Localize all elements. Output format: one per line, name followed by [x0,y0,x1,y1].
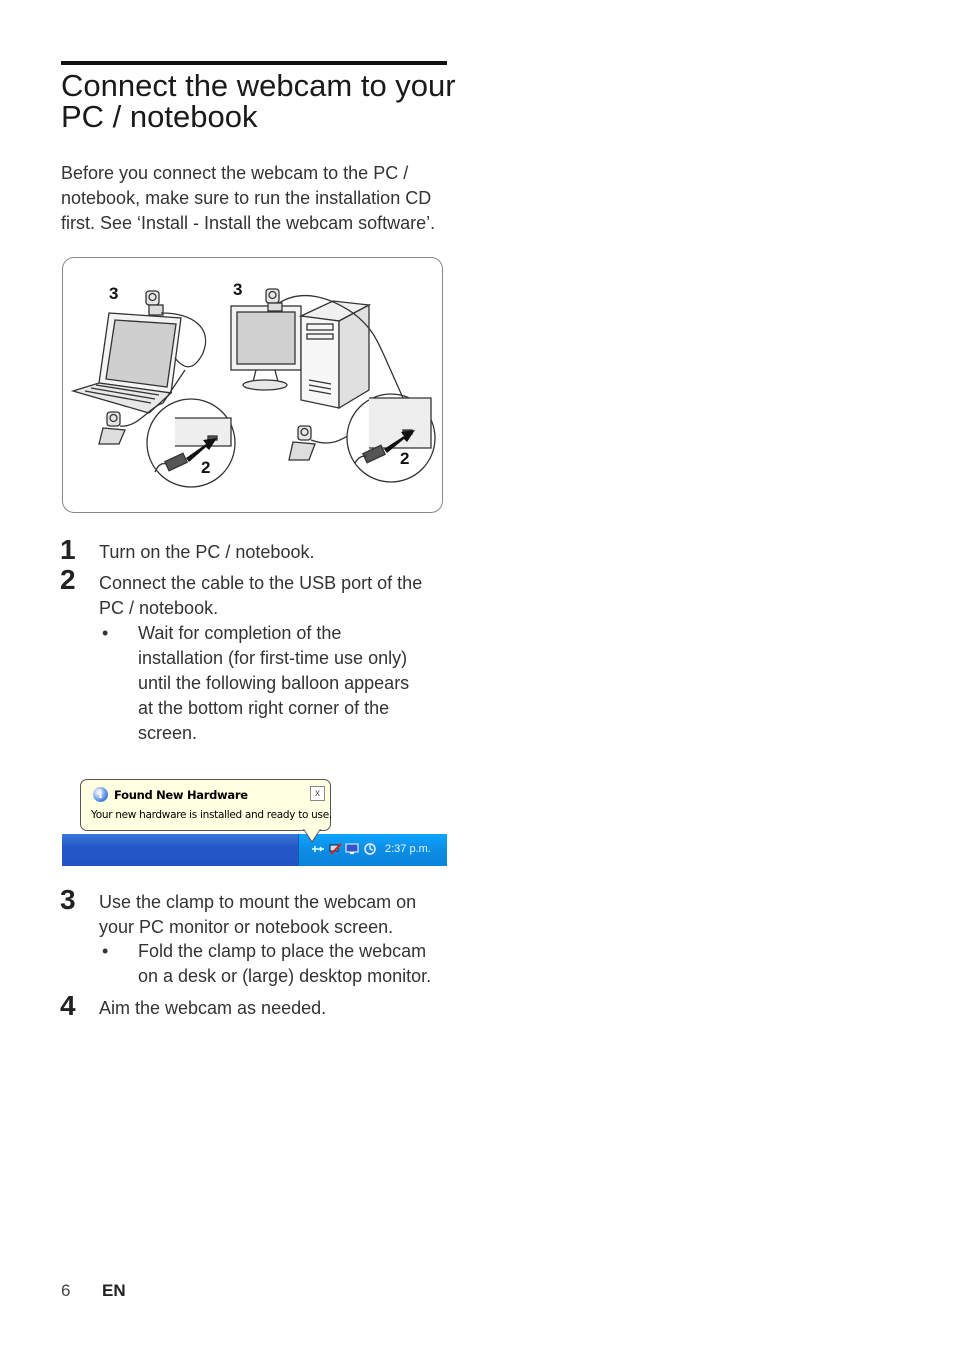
step-line: Use the clamp to mount the webcam on [99,892,417,912]
bullet-line: Fold the clamp to place the webcam [138,941,427,961]
webcam-icon [99,412,125,444]
bullet-line: screen. [138,723,198,743]
intro-line: notebook, make sure to run the installation CD [61,188,432,208]
webcam-icon [289,426,315,460]
bullet-text [138,939,458,989]
info-icon: i [93,787,108,802]
step-line: Aim the webcam as needed. [99,998,327,1018]
bullet-marker: • [102,941,109,961]
bullet-line: until the following balloon appears [138,673,410,693]
connection-illustration [62,257,443,513]
balloon-title: Found New Hardware [114,788,248,802]
step-line: your PC monitor or notebook screen. [99,917,394,937]
bullet-line: Wait for completion of the [138,623,342,643]
figure-label: 2 [400,449,410,468]
monitor-tray-icon[interactable] [345,842,359,856]
step-number: 4 [60,990,76,1021]
webcam-icon [146,291,163,315]
step-text [99,571,454,621]
illustration-drawing [63,258,442,512]
step-line: PC / notebook. [99,598,219,618]
language-code: EN [102,1281,126,1300]
bullet-line: at the bottom right corner of the [138,698,390,718]
intro-paragraph [61,161,451,236]
title-rule [61,61,447,65]
balloon-tail [304,829,320,841]
clock: 2:37 p.m. [385,843,431,855]
bullet-line: on a desk or (large) desktop monitor. [138,966,432,986]
intro-line: first. See ‘Install - Install the webcam software’. [61,213,436,233]
page-number: 6 [61,1281,71,1300]
step-number: 1 [60,534,76,565]
notebook-icon [73,313,181,413]
title-line: PC / notebook [61,99,258,134]
webcam-icon [266,289,282,311]
step-line: Connect the cable to the USB port of the [99,573,423,593]
step-number: 2 [60,564,76,595]
figure-label: 2 [201,458,211,477]
step-text [99,540,454,565]
notification-balloon[interactable] [80,779,331,831]
close-icon[interactable]: x [310,786,325,801]
title-line: Connect the webcam to your [61,68,456,103]
monitor-icon [231,306,301,390]
volume-tray-icon[interactable] [363,842,377,856]
step-line: Turn on the PC / notebook. [99,542,315,562]
intro-line: Before you connect the webcam to the PC / [61,163,409,183]
network-tray-icon[interactable] [329,842,343,856]
step-number: 3 [60,884,76,915]
figure-label: 3 [109,284,119,303]
bullet-text [138,621,458,746]
step-text [99,890,454,940]
figure-label: 3 [233,280,243,299]
step-text [99,996,454,1021]
usb-tray-icon[interactable] [311,842,325,856]
bullet-marker: • [102,623,109,643]
page-title [61,70,461,132]
bullet-line: installation (for first-time use only) [138,648,408,668]
balloon-message: Your new hardware is installed and ready to use. [91,809,332,821]
balloon-screenshot [62,776,446,866]
